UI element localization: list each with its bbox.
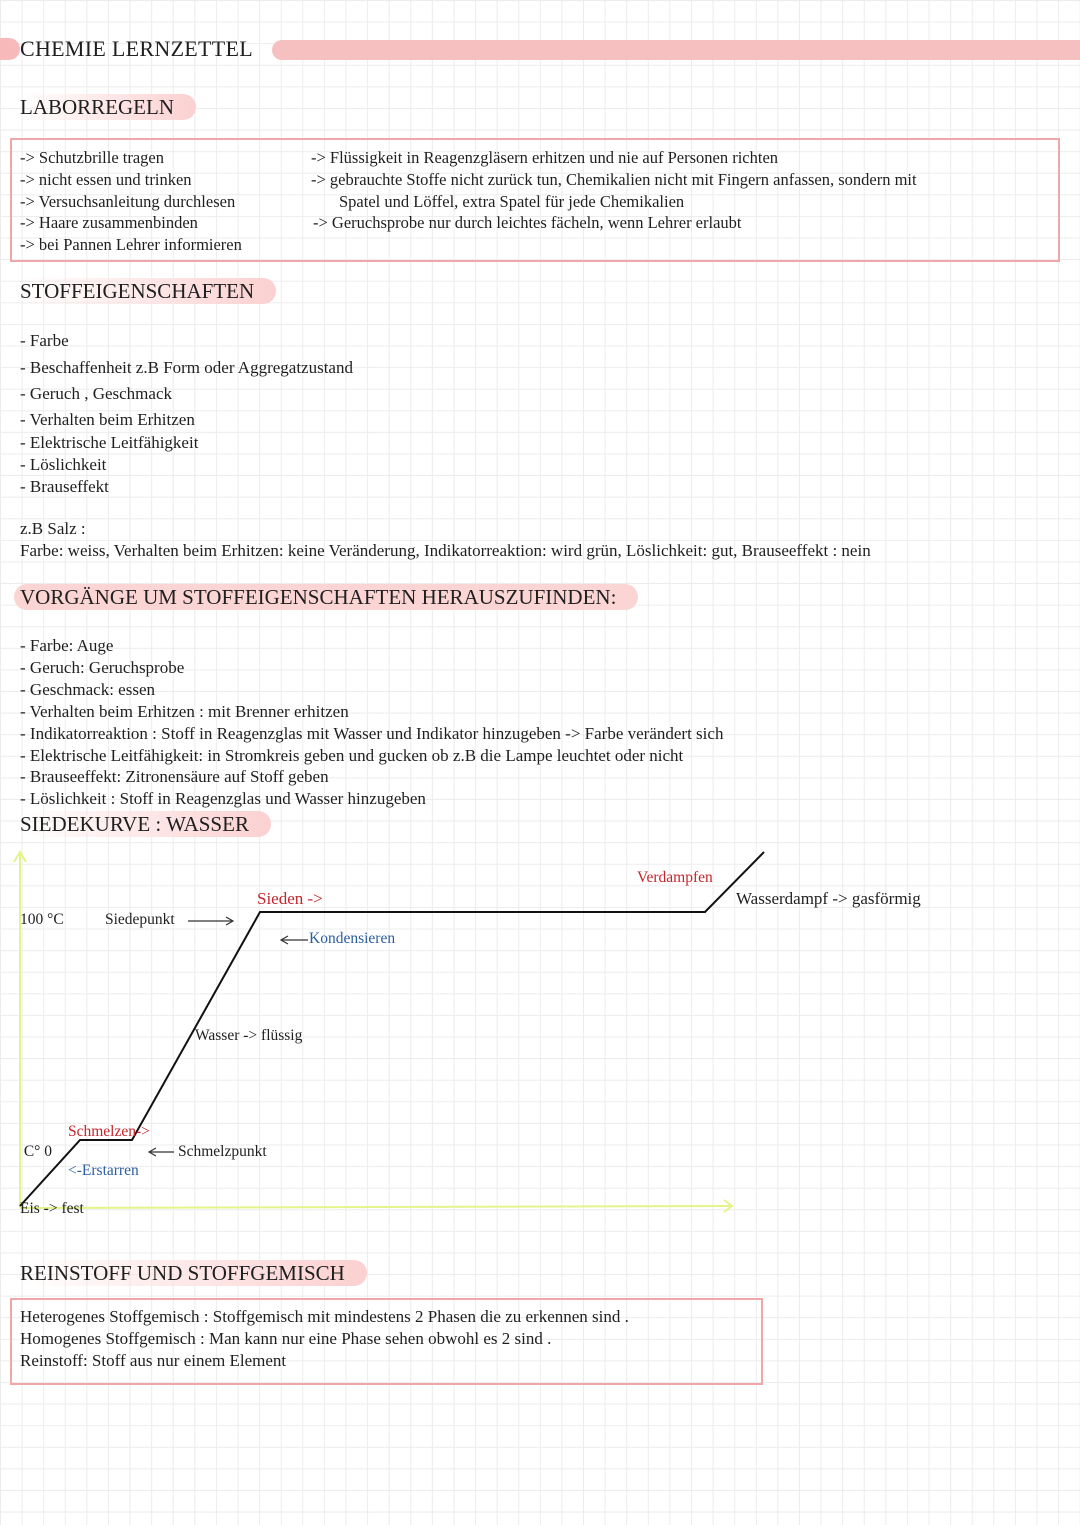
label-wasser: Wasser -> flüssig	[195, 1027, 303, 1044]
heating-curve	[20, 852, 764, 1206]
vorgaenge-list	[20, 635, 723, 810]
rule-item: -> Flüssigkeit in Reagenzgläsern erhitzen und nie auf Personen richten	[311, 148, 779, 167]
rule-item: -> nicht essen und trinken	[20, 169, 192, 189]
method-item: - Brauseeffekt: Zitronensäure auf Stoff geben	[20, 767, 329, 787]
method-item: - Farbe: Auge	[20, 636, 114, 655]
title-highlight-bar	[272, 40, 1080, 60]
laborregeln-right-list	[311, 147, 917, 234]
reinstoff-heading: REINSTOFF UND STOFFGEMISCH	[20, 1260, 367, 1286]
vorgaenge-heading: VORGÄNGE UM STOFFEIGENSCHAFTEN HERAUSZUFINDEN:	[14, 584, 638, 610]
laborregeln-left-list	[20, 147, 242, 256]
rule-item: -> bei Pannen Lehrer informieren	[20, 235, 242, 255]
label-100c: 100 °C	[20, 911, 64, 928]
property-item: - Geruch , Geschmack	[20, 384, 172, 404]
property-item: - Löslichkeit	[20, 454, 107, 474]
rule-item: -> Geruchsprobe nur durch leichtes fächeln, wenn Lehrer erlaubt	[313, 213, 742, 233]
title-highlight	[0, 38, 20, 60]
rule-item: -> gebrauchte Stoffe nicht zurück tun, Chemikalien nicht mit Fingern anfassen, sondern mit	[311, 169, 917, 189]
definition-item: Heterogenes Stoffgemisch : Stoffgemisch mit mindestens 2 Phasen die zu erkennen sind .	[20, 1307, 629, 1326]
rule-item: -> Haare zusammenbinden	[20, 213, 198, 233]
property-item: - Elektrische Leitfähigkeit	[20, 432, 199, 452]
property-item: - Brauseffekt	[20, 476, 109, 496]
label-sieden: Sieden ->	[257, 889, 323, 908]
method-item: - Löslichkeit : Stoff in Reagenzglas und Wasser hinzugeben	[20, 789, 426, 809]
x-axis	[20, 1206, 730, 1208]
stoffeigenschaften-heading: STOFFEIGENSCHAFTEN	[20, 278, 276, 304]
label-schmelzen: Schmelzen->	[68, 1123, 150, 1140]
method-item: - Geschmack: essen	[20, 679, 156, 699]
laborregeln-heading: LABORREGELN	[20, 94, 196, 120]
method-item: - Geruch: Geruchsprobe	[20, 657, 185, 677]
label-eis: Eis -> fest	[20, 1200, 84, 1217]
property-item: - Farbe	[20, 331, 69, 350]
rule-item: -> Versuchsanleitung durchlesen	[20, 191, 236, 211]
reinstoff-list	[20, 1306, 629, 1372]
siedekurve-heading: SIEDEKURVE : WASSER	[20, 811, 271, 837]
stoffeigenschaften-list	[20, 328, 353, 498]
label-0c: 0 °C	[23, 1143, 52, 1160]
page-title: CHEMIE LERNZETTEL	[20, 36, 253, 61]
method-item: - Verhalten beim Erhitzen : mit Brenner erhitzen	[20, 701, 349, 721]
rule-item-continuation: Spatel und Löffel, extra Spatel für jede Chemikalien	[339, 191, 685, 211]
definition-item: Homogenes Stoffgemisch : Man kann nur eine Phase sehen obwohl es 2 sind .	[20, 1329, 552, 1348]
property-item: - Verhalten beim Erhitzen	[20, 409, 195, 429]
rule-item: -> Schutzbrille tragen	[20, 148, 165, 167]
label-schmelzpunkt: Schmelzpunkt	[178, 1143, 267, 1160]
label-wasserdampf: Wasserdampf -> gasförmig	[736, 889, 921, 908]
label-verdampfen: Verdampfen	[637, 869, 713, 886]
label-kondensieren: Kondensieren	[309, 930, 396, 947]
label-erstarren: <-Erstarren	[68, 1162, 139, 1179]
label-siedepunkt: Siedepunkt	[105, 911, 175, 928]
property-item: - Beschaffenheit z.B Form oder Aggregatzustand	[20, 357, 353, 377]
method-item: - Elektrische Leitfähigkeit: in Stromkreis geben und gucken ob z.B die Lampe leuchtet oder nicht	[20, 745, 684, 765]
example-title: z.B Salz :	[20, 519, 86, 538]
example-text: Farbe: weiss, Verhalten beim Erhitzen: keine Veränderung, Indikatorreaktion: wird grün, Löslichkeit: gut, Brauseeffekt : nein	[20, 541, 871, 560]
definition-item: Reinstoff: Stoff aus nur einem Element	[20, 1351, 287, 1370]
method-item: - Indikatorreaktion : Stoff in Reagenzglas mit Wasser und Indikator hinzugeben -> Farbe verändert sich	[20, 723, 724, 743]
